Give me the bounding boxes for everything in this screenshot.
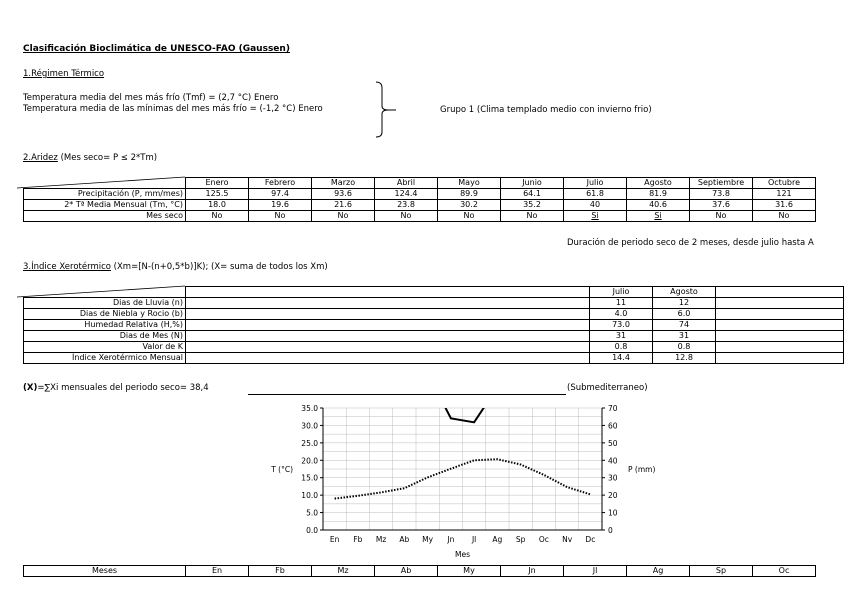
month-header: Abril [375, 178, 438, 189]
table-row [24, 353, 844, 364]
x-tick-label: Jl [471, 535, 477, 544]
table-cell: 30.2 [438, 200, 501, 211]
x-tick-label: Dc [585, 535, 596, 544]
spacer-cell [716, 320, 844, 331]
spacer-cell [186, 331, 590, 342]
y-tick-label-left: 30.0 [301, 421, 318, 431]
x-tick-label: My [422, 535, 434, 544]
xero-header-row [24, 287, 844, 298]
row-label: Valor de K [24, 342, 186, 353]
table-cell: 6.0 [653, 309, 716, 320]
month-cell: Oc [753, 566, 816, 577]
brace-icon [370, 80, 400, 140]
table-cell: No [375, 211, 438, 222]
table-cell: 21.6 [312, 200, 375, 211]
months-label: Meses [24, 566, 186, 577]
spacer-cell [186, 320, 590, 331]
aridez-heading-rest: (Mes seco= P ≤ 2*Tm) [57, 153, 158, 163]
month-header: Marzo [312, 178, 375, 189]
month-cell: Sp [690, 566, 753, 577]
regimen-line-1: Temperatura media del mes más frío (Tmf) = (2,7 °C) Enero [23, 93, 279, 103]
row-label: Dias de Mes (N) [24, 331, 186, 342]
climate-diagram [250, 403, 656, 563]
y-tick-label-right: 30 [608, 473, 618, 483]
xero-heading-rest: (Xm=[N-(n+0,5*b)]K); (X= suma de todos los Xm) [110, 262, 328, 272]
spacer-cell [716, 353, 844, 364]
table-cell: No [186, 211, 249, 222]
y-tick-label-left: 5.0 [306, 508, 318, 518]
table-cell: 31.6 [753, 200, 816, 211]
table-cell: Si [564, 211, 627, 222]
spacer-cell [186, 287, 590, 298]
row-label: Precipitación (P, mm/mes) [24, 189, 186, 200]
spacer-cell [716, 342, 844, 353]
x-tick-label: Ab [399, 535, 410, 544]
y-tick-label-right: 0 [608, 526, 613, 535]
month-cell: En [186, 566, 249, 577]
table-cell: 37.6 [690, 200, 753, 211]
row-label: Dias de Niebla y Rocio (b) [24, 309, 186, 320]
table-cell: No [249, 211, 312, 222]
table-cell: 73.0 [590, 320, 653, 331]
table-row [24, 320, 844, 331]
regimen-heading[interactable]: 1.Régimen Térmico [23, 69, 105, 79]
table-cell: 4.0 [590, 309, 653, 320]
row-label: 2* Tª Media Mensual (Tm, °C) [24, 200, 186, 211]
table-cell: No [753, 211, 816, 222]
month-header: Junio [501, 178, 564, 189]
aridez-heading-link[interactable]: 2.Aridez [23, 153, 58, 163]
month-cell: Jn [501, 566, 564, 577]
table-cell: 35.2 [501, 200, 564, 211]
month-cell: Ag [627, 566, 690, 577]
table-cell: 124.4 [375, 189, 438, 200]
month-header: Mayo [438, 178, 501, 189]
table-cell: 97.4 [249, 189, 312, 200]
aridez-header-row [24, 178, 816, 189]
grupo-text: Grupo 1 (Clima templado medio con invierno frio) [440, 105, 652, 115]
table-cell: 31 [590, 331, 653, 342]
duracion-text: Duración de periodo seco de 2 meses, desde julio hasta A [567, 238, 814, 248]
xero-sum-text: =∑Xi mensuales del periodo seco= 38,4 [37, 383, 209, 393]
y-tick-label-left: 25.0 [301, 438, 318, 448]
month-header: Julio [564, 178, 627, 189]
page-title: Clasificación Bioclimática de UNESCO-FAO (Gaussen) [23, 44, 290, 54]
table-cell: Si [627, 211, 690, 222]
x-tick-label: En [329, 535, 340, 544]
table-cell: 40 [564, 200, 627, 211]
table-row [24, 189, 816, 200]
y-tick-label-right: 10 [608, 508, 618, 518]
spacer-cell [186, 298, 590, 309]
table-row [24, 211, 816, 222]
table-cell: 0.8 [590, 342, 653, 353]
table-cell: 0.8 [653, 342, 716, 353]
y-tick-label-right: 40 [608, 456, 618, 466]
month-header: Agosto [653, 287, 716, 298]
x-tick-label: Ag [492, 535, 503, 544]
spacer-cell [716, 287, 844, 298]
row-label: Mes seco [24, 211, 186, 222]
y-tick-label-right: 70 [608, 404, 618, 413]
row-label: Dias de Lluvia (n) [24, 298, 186, 309]
x-tick-label: Oc [538, 535, 549, 544]
month-header: Febrero [249, 178, 312, 189]
months-table [23, 565, 816, 577]
spacer-cell [716, 331, 844, 342]
table-cell: 23.8 [375, 200, 438, 211]
spacer-cell [186, 353, 590, 364]
y-tick-label-left: 0.0 [306, 526, 318, 535]
y-tick-label-left: 15.0 [301, 473, 318, 483]
month-header: Agosto [627, 178, 690, 189]
y-tick-label-right: 60 [608, 421, 618, 431]
y-axis-title-left: T (°C) [271, 465, 293, 474]
month-header: Julio [590, 287, 653, 298]
table-cell: 19.6 [249, 200, 312, 211]
month-cell: Fb [249, 566, 312, 577]
table-cell: 11 [590, 298, 653, 309]
table-cell: 93.6 [312, 189, 375, 200]
table-cell: 89.9 [438, 189, 501, 200]
table-cell: 74 [653, 320, 716, 331]
table-row [24, 298, 844, 309]
table-cell: 125.5 [186, 189, 249, 200]
xero-heading-link[interactable]: 3.Índice Xerotérmico [23, 262, 111, 272]
aridez-table [23, 177, 816, 222]
x-tick-label: Jn [447, 535, 455, 544]
spacer-cell [186, 342, 590, 353]
table-cell: No [312, 211, 375, 222]
table-row [24, 331, 844, 342]
table-row [24, 342, 844, 353]
aridez-heading [23, 153, 157, 163]
xero-sum-prefix: (X) [23, 383, 38, 393]
y-tick-label-left: 10.0 [301, 491, 318, 501]
y-tick-label-right: 50 [608, 438, 618, 448]
month-header: Octubre [753, 178, 816, 189]
months-row [24, 566, 816, 577]
xero-corner-cell [24, 287, 186, 298]
xero-sum-underline [248, 394, 566, 395]
table-cell: No [501, 211, 564, 222]
spacer-cell [716, 309, 844, 320]
month-header: Septiembre [690, 178, 753, 189]
regimen-line-2: Temperatura media de las mínimas del mes más frío = (-1,2 °C) Enero [23, 104, 323, 114]
aridez-corner-cell [24, 178, 186, 189]
spacer-cell [186, 309, 590, 320]
xero-class: (Submediterraneo) [567, 383, 648, 393]
table-row [24, 200, 816, 211]
xero-table [23, 286, 844, 364]
month-cell: Mz [312, 566, 375, 577]
table-cell: 81.9 [627, 189, 690, 200]
row-label: Índice Xerotérmico Mensual [24, 353, 186, 364]
month-cell: My [438, 566, 501, 577]
y-axis-title-right: P (mm) [628, 465, 656, 474]
table-cell: 12 [653, 298, 716, 309]
y-tick-label-left: 35.0 [301, 404, 318, 413]
row-label: Humedad Relativa (H,%) [24, 320, 186, 331]
month-header: Enero [186, 178, 249, 189]
table-cell: 14.4 [590, 353, 653, 364]
table-row [24, 309, 844, 320]
table-cell: 121 [753, 189, 816, 200]
x-tick-label: Mz [375, 535, 387, 544]
spacer-cell [716, 298, 844, 309]
month-cell: Ab [375, 566, 438, 577]
table-cell: 40.6 [627, 200, 690, 211]
table-cell: No [690, 211, 753, 222]
x-tick-label: Sp [515, 535, 526, 544]
table-cell: 18.0 [186, 200, 249, 211]
table-cell: 64.1 [501, 189, 564, 200]
table-cell: No [438, 211, 501, 222]
x-axis-title: Mes [455, 550, 470, 559]
table-cell: 12.8 [653, 353, 716, 364]
table-cell: 73.8 [690, 189, 753, 200]
xero-heading [23, 262, 328, 272]
x-tick-label: Fb [353, 535, 363, 544]
xero-sum [23, 383, 209, 393]
y-tick-label-right: 20 [608, 491, 618, 501]
month-cell: Jl [564, 566, 627, 577]
table-cell: 31 [653, 331, 716, 342]
x-tick-label: Nv [562, 535, 573, 544]
table-cell: 61.8 [564, 189, 627, 200]
y-tick-label-left: 20.0 [301, 456, 318, 466]
